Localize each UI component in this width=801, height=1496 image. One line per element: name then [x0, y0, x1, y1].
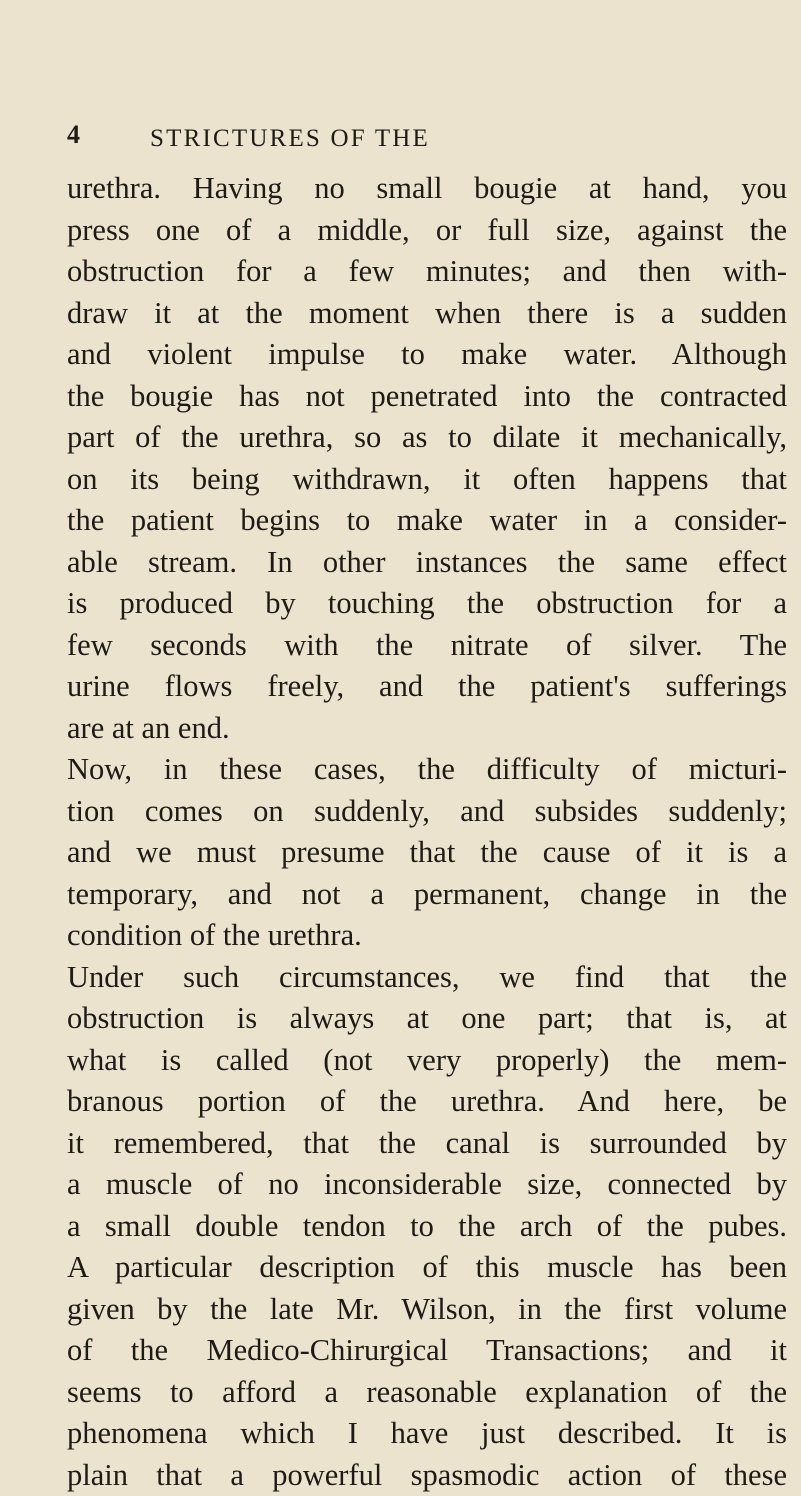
text-line: condition of the urethra. — [67, 915, 787, 957]
text-line: and violent impulse to make water. Although — [67, 334, 787, 376]
text-line: draw it at the moment when there is a sudden — [67, 293, 787, 335]
text-line: what is called (not very properly) the mem- — [67, 1040, 787, 1082]
body-text — [67, 168, 787, 1496]
text-line: it remembered, that the canal is surrounded by — [67, 1123, 787, 1165]
text-line: Under such circumstances, we find that the — [67, 957, 787, 999]
text-line: temporary, and not a permanent, change in the — [67, 874, 787, 916]
text-line: few seconds with the nitrate of silver. The — [67, 625, 787, 667]
text-line: press one of a middle, or full size, against the — [67, 210, 787, 252]
text-line: given by the late Mr. Wilson, in the first volume — [67, 1289, 787, 1331]
text-line: on its being withdrawn, it often happens that — [67, 459, 787, 501]
text-line: A particular description of this muscle has been — [67, 1247, 787, 1289]
text-line: the bougie has not penetrated into the contracted — [67, 376, 787, 418]
page-number: 4 — [67, 120, 80, 150]
text-line: obstruction for a few minutes; and then with- — [67, 251, 787, 293]
text-line: seems to afford a reasonable explanation of the — [67, 1372, 787, 1414]
text-line: tion comes on suddenly, and subsides suddenly; — [67, 791, 787, 833]
text-line: part of the urethra, so as to dilate it mechanically, — [67, 417, 787, 459]
text-line: able stream. In other instances the same effect — [67, 542, 787, 584]
text-line: are at an end. — [67, 708, 787, 750]
text-line: plain that a powerful spasmodic action of these — [67, 1455, 787, 1496]
text-line: phenomena which I have just described. It is — [67, 1413, 787, 1455]
text-line: of the Medico-Chirurgical Transactions; and it — [67, 1330, 787, 1372]
text-line: urine flows freely, and the patient's sufferings — [67, 666, 787, 708]
page-header — [0, 120, 801, 160]
text-line: branous portion of the urethra. And here, be — [67, 1081, 787, 1123]
running-head: STRICTURES OF THE — [150, 124, 430, 154]
text-line: is produced by touching the obstruction for a — [67, 583, 787, 625]
text-line: the patient begins to make water in a consider- — [67, 500, 787, 542]
text-line: obstruction is always at one part; that is, at — [67, 998, 787, 1040]
text-line: urethra. Having no small bougie at hand, you — [67, 168, 787, 210]
text-line: and we must presume that the cause of it is a — [67, 832, 787, 874]
text-line: a muscle of no inconsiderable size, connected by — [67, 1164, 787, 1206]
text-line: a small double tendon to the arch of the pubes. — [67, 1206, 787, 1248]
text-line: Now, in these cases, the difficulty of micturi- — [67, 749, 787, 791]
